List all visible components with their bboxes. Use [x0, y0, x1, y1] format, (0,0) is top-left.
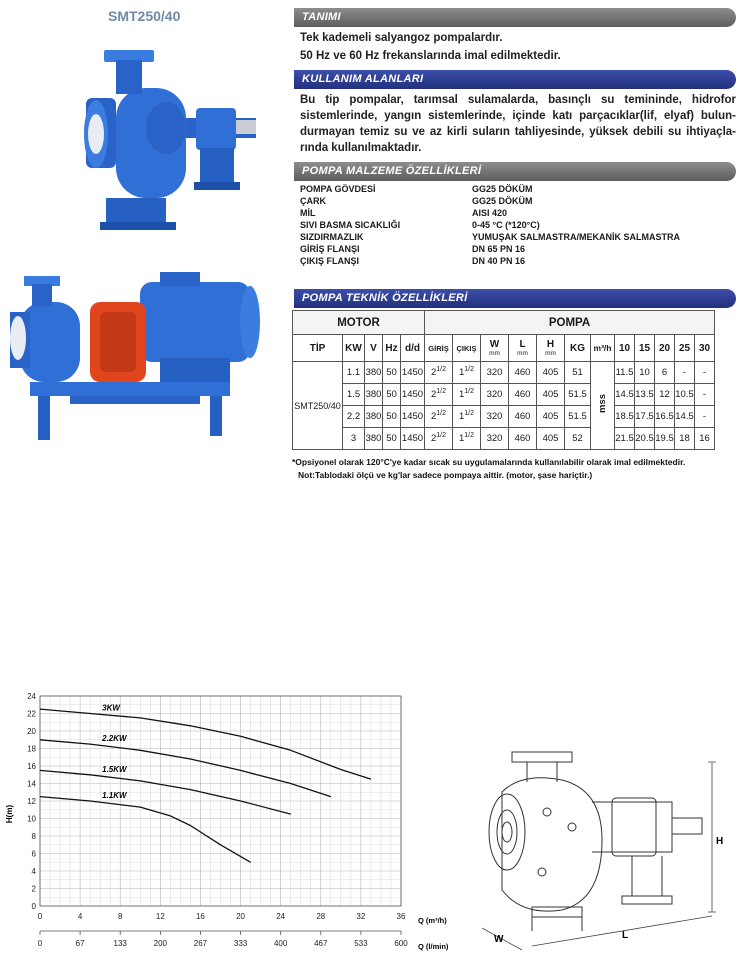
x-tick-label: 4 — [77, 912, 83, 921]
cell-v: 380 — [365, 384, 383, 406]
material-row — [300, 244, 730, 256]
x-tick-label: 28 — [316, 912, 326, 921]
x-tick-label: 20 — [236, 912, 246, 921]
cell-cikis — [453, 384, 481, 406]
cell-head: 6 — [655, 362, 675, 384]
dim-w-label: W — [494, 934, 504, 945]
x-tick-label: 24 — [276, 912, 286, 921]
material-key: MİL — [300, 208, 316, 218]
model-title: SMT250/40 — [108, 8, 181, 24]
section-title-tanimi: TANIMI — [302, 11, 341, 23]
cell-dd: 1450 — [401, 362, 425, 384]
material-value: DN 40 PN 16 — [472, 256, 526, 266]
y-tick-label: 12 — [27, 797, 36, 806]
header-h — [537, 335, 565, 362]
x-tick-label: 36 — [396, 912, 406, 921]
cell-hz: 50 — [383, 406, 401, 428]
x-tick-label: 8 — [117, 912, 123, 921]
x2-tick-label: 600 — [394, 939, 408, 948]
header-flow: 25 — [675, 335, 695, 362]
material-key: POMPA GÖVDESİ — [300, 184, 376, 194]
header-h-label: H — [546, 339, 555, 350]
cell-kg: 51 — [565, 362, 591, 384]
y-tick-label: 14 — [27, 779, 36, 789]
x2-tick-label: 200 — [153, 939, 168, 948]
y-tick-label: 10 — [27, 814, 36, 824]
cell-head: 14.5 — [675, 406, 695, 428]
cell-l: 460 — [509, 428, 537, 450]
series-label: 2.2KW — [102, 734, 127, 744]
pipe-sup: 1/2 — [436, 366, 447, 374]
cell-head: - — [675, 362, 695, 384]
cell-h: 405 — [537, 384, 565, 406]
cell-v: 380 — [365, 406, 383, 428]
material-row — [300, 196, 730, 208]
tanimi-line-1: Tek kademeli salyangoz pompalardır. — [300, 32, 503, 44]
header-flow: 20 — [655, 335, 675, 362]
pipe-sup: 1/2 — [436, 432, 447, 440]
section-title-teknik: POMPA TEKNİK ÖZELLİKLERİ — [302, 292, 468, 304]
material-value: GG25 DÖKÜM — [472, 184, 533, 194]
cell-head: 16 — [695, 428, 715, 450]
cell-head: 17.5 — [635, 406, 655, 428]
pipe-base: 2 — [430, 367, 437, 379]
cell-kg: 51.5 — [565, 384, 591, 406]
note-table: Not:Tablodaki ölçü ve kg'lar sadece pompaya aittir. (motor, şase hariçtir.) — [298, 470, 593, 480]
y-tick-label: 22 — [27, 709, 36, 719]
series-line — [40, 797, 251, 863]
section-title-kullanim: KULLANIM ALANLARI — [302, 73, 424, 85]
group-motor: MOTOR — [293, 311, 425, 335]
material-key: SIZDIRMAZLIK — [300, 232, 364, 242]
pipe-sup: 1/2 — [464, 366, 475, 374]
x2-tick-label: 67 — [75, 939, 85, 948]
x2-tick-label: 467 — [314, 939, 328, 948]
x-tick-label: 32 — [356, 912, 366, 921]
material-row — [300, 232, 730, 244]
series-label: 1.5KW — [102, 764, 127, 774]
cell-kw: 2.2 — [343, 406, 365, 428]
note-optional: *Opsiyonel olarak 120°C'ye kadar sıcak su uygulamalarında kullanılabilir olarak imal edilmektedir. — [292, 457, 686, 467]
header-w — [481, 335, 509, 362]
material-row — [300, 220, 730, 232]
chart-curves — [40, 704, 371, 863]
cell-head: 18.5 — [615, 406, 635, 428]
header-cikis: ÇIKIŞ — [453, 335, 481, 362]
y-tick-label: 16 — [27, 762, 36, 771]
header-v: V — [365, 335, 383, 362]
pipe-base: 1 — [458, 433, 465, 445]
cell-head: - — [695, 406, 715, 428]
cell-kw: 3 — [343, 428, 365, 450]
y-tick-label: 2 — [31, 884, 36, 894]
pipe-base: 2 — [430, 433, 437, 445]
cell-head: 18 — [675, 428, 695, 450]
header-w-label: W — [489, 339, 500, 350]
cell-w: 320 — [481, 406, 509, 428]
x2-axis-label: Q (l/min) — [418, 942, 449, 951]
series-label: 3KW — [102, 703, 120, 713]
section-title-malzeme: POMPA MALZEME ÖZELLİKLERİ — [302, 165, 482, 177]
series-label: 1.1KW — [102, 791, 127, 800]
section-bar-kullanim — [294, 70, 736, 89]
material-row — [300, 208, 730, 220]
y-tick-label: 18 — [27, 744, 36, 754]
y-tick-label: 24 — [27, 692, 36, 701]
unit-mm: mm — [517, 350, 528, 357]
header-flow: 30 — [695, 335, 715, 362]
mss-label: mss — [597, 394, 608, 414]
cell-cikis — [453, 362, 481, 384]
cell-head: 16.5 — [655, 406, 675, 428]
cell-l: 460 — [509, 384, 537, 406]
cell-cikis — [453, 428, 481, 450]
performance-chart — [0, 684, 460, 954]
x2-tick-label: 267 — [193, 939, 208, 948]
x2-tick-label: 400 — [273, 939, 288, 948]
pipe-sup: 1/2 — [436, 410, 447, 418]
cell-h: 405 — [537, 406, 565, 428]
table-row — [293, 406, 715, 428]
pipe-base: 2 — [430, 389, 437, 401]
cell-kw: 1.5 — [343, 384, 365, 406]
cell-head: 21.5 — [615, 428, 635, 450]
table-row — [293, 362, 715, 384]
cell-head: - — [695, 384, 715, 406]
table-row — [293, 384, 715, 406]
tanimi-line-2: 50 Hz ve 60 Hz frekanslarında imal edilmektedir. — [300, 50, 561, 62]
x2-tick-label: 0 — [37, 939, 43, 948]
cell-giris — [425, 406, 453, 428]
header-l-label: L — [519, 339, 526, 350]
x2-tick-label: 333 — [233, 939, 248, 948]
pipe-base: 2 — [430, 411, 437, 423]
cell-kg: 52 — [565, 428, 591, 450]
cell-v: 380 — [365, 428, 383, 450]
cell-hz: 50 — [383, 362, 401, 384]
cell-l: 460 — [509, 406, 537, 428]
cell-cikis — [453, 406, 481, 428]
header-dd: d/d — [401, 335, 425, 362]
material-key: ÇIKIŞ FLANŞI — [300, 256, 360, 266]
cell-giris — [425, 428, 453, 450]
cell-head: - — [695, 362, 715, 384]
cell-l: 460 — [509, 362, 537, 384]
cell-hz: 50 — [383, 428, 401, 450]
x-tick-label: 12 — [155, 912, 165, 921]
cell-w: 320 — [481, 428, 509, 450]
material-key: ÇARK — [300, 196, 326, 206]
header-giris: GİRİŞ — [425, 335, 453, 362]
material-value: YUMUŞAK SALMASTRA/MEKANİK SALMASTRA — [472, 232, 680, 242]
cell-hz: 50 — [383, 384, 401, 406]
material-key: SIVI BASMA SICAKLIĞI — [300, 220, 401, 230]
header-tip: TİP — [293, 335, 343, 362]
cell-head: 10.5 — [675, 384, 695, 406]
cell-h: 405 — [537, 428, 565, 450]
dimension-drawing — [472, 732, 734, 954]
dim-l-label: L — [622, 930, 629, 941]
pipe-base: 1 — [458, 367, 465, 379]
cell-dd: 1450 — [401, 406, 425, 428]
y-tick-label: 0 — [31, 902, 36, 911]
unit-mm: mm — [545, 350, 556, 357]
section-bar-malzeme — [294, 162, 736, 181]
material-value: GG25 DÖKÜM — [472, 196, 533, 206]
cell-w: 320 — [481, 362, 509, 384]
kullanim-text: Bu tip pompalar, tarımsal sulamalarda, basınçlı su temininde, hidrofor sistemlerinde, yangın sistemlerinde, içinde katı parçacıklar(lif, elyaf) bulun-durmayan temiz su ve az kirli suların tahliyesinde, yüksek debili su ihtiyaçla-rında kullanılmaktadır. — [300, 94, 736, 154]
header-m3h: m³/h — [591, 335, 615, 362]
pump-photo-with-motor — [10, 272, 268, 442]
material-row — [300, 184, 730, 196]
pipe-base: 1 — [458, 411, 465, 423]
cell-dd: 1450 — [401, 384, 425, 406]
header-flow: 15 — [635, 335, 655, 362]
cell-giris — [425, 384, 453, 406]
pump-photo-bare-shaft — [76, 48, 256, 232]
cell-head: 10 — [635, 362, 655, 384]
section-bar-tanimi — [294, 8, 736, 27]
header-flow: 10 — [615, 335, 635, 362]
pipe-base: 1 — [458, 389, 465, 401]
x2-tick-label: 533 — [354, 939, 368, 948]
material-value: AISI 420 — [472, 208, 508, 218]
cell-head: 12 — [655, 384, 675, 406]
header-kg: KG — [565, 335, 591, 362]
cell-w: 320 — [481, 384, 509, 406]
pipe-sup: 1/2 — [464, 432, 475, 440]
y-axis-label: H(m) — [5, 804, 14, 824]
cell-head: 13.5 — [635, 384, 655, 406]
table-row — [293, 428, 715, 450]
cell-giris — [425, 362, 453, 384]
y-tick-label: 6 — [31, 849, 36, 859]
cell-head: 19.5 — [655, 428, 675, 450]
cell-type: SMT250/40 — [293, 362, 343, 450]
y-tick-label: 4 — [31, 867, 36, 876]
dim-h-label: H — [716, 836, 724, 847]
cell-h: 405 — [537, 362, 565, 384]
cell-dd: 1450 — [401, 428, 425, 450]
cell-mss — [591, 362, 615, 450]
x-tick-label: 0 — [37, 912, 43, 921]
header-hz: Hz — [383, 335, 401, 362]
cell-v: 380 — [365, 362, 383, 384]
spec-table — [292, 310, 715, 450]
section-bar-teknik — [294, 289, 736, 308]
x-tick-label: 16 — [195, 912, 205, 921]
unit-mm: mm — [489, 350, 500, 357]
pipe-sup: 1/2 — [436, 388, 447, 396]
cell-head: 11.5 — [615, 362, 635, 384]
material-value: 0-45 °C (*120°C) — [472, 220, 540, 230]
cell-kw: 1.1 — [343, 362, 365, 384]
x2-tick-label: 133 — [113, 939, 127, 948]
cell-head: 20.5 — [635, 428, 655, 450]
pipe-sup: 1/2 — [464, 410, 475, 418]
header-l — [509, 335, 537, 362]
material-table — [300, 184, 730, 268]
y-tick-label: 8 — [31, 832, 36, 841]
material-row — [300, 256, 730, 268]
cell-head: 14.5 — [615, 384, 635, 406]
y-tick-label: 20 — [27, 727, 36, 736]
cell-kg: 51.5 — [565, 406, 591, 428]
material-key: GİRİŞ FLANŞI — [300, 244, 360, 254]
header-kw: KW — [343, 335, 365, 362]
group-pompa: POMPA — [425, 311, 715, 335]
pipe-sup: 1/2 — [464, 388, 475, 396]
x-axis-label: Q (m³/h) — [418, 916, 447, 925]
material-value: DN 65 PN 16 — [472, 244, 526, 254]
